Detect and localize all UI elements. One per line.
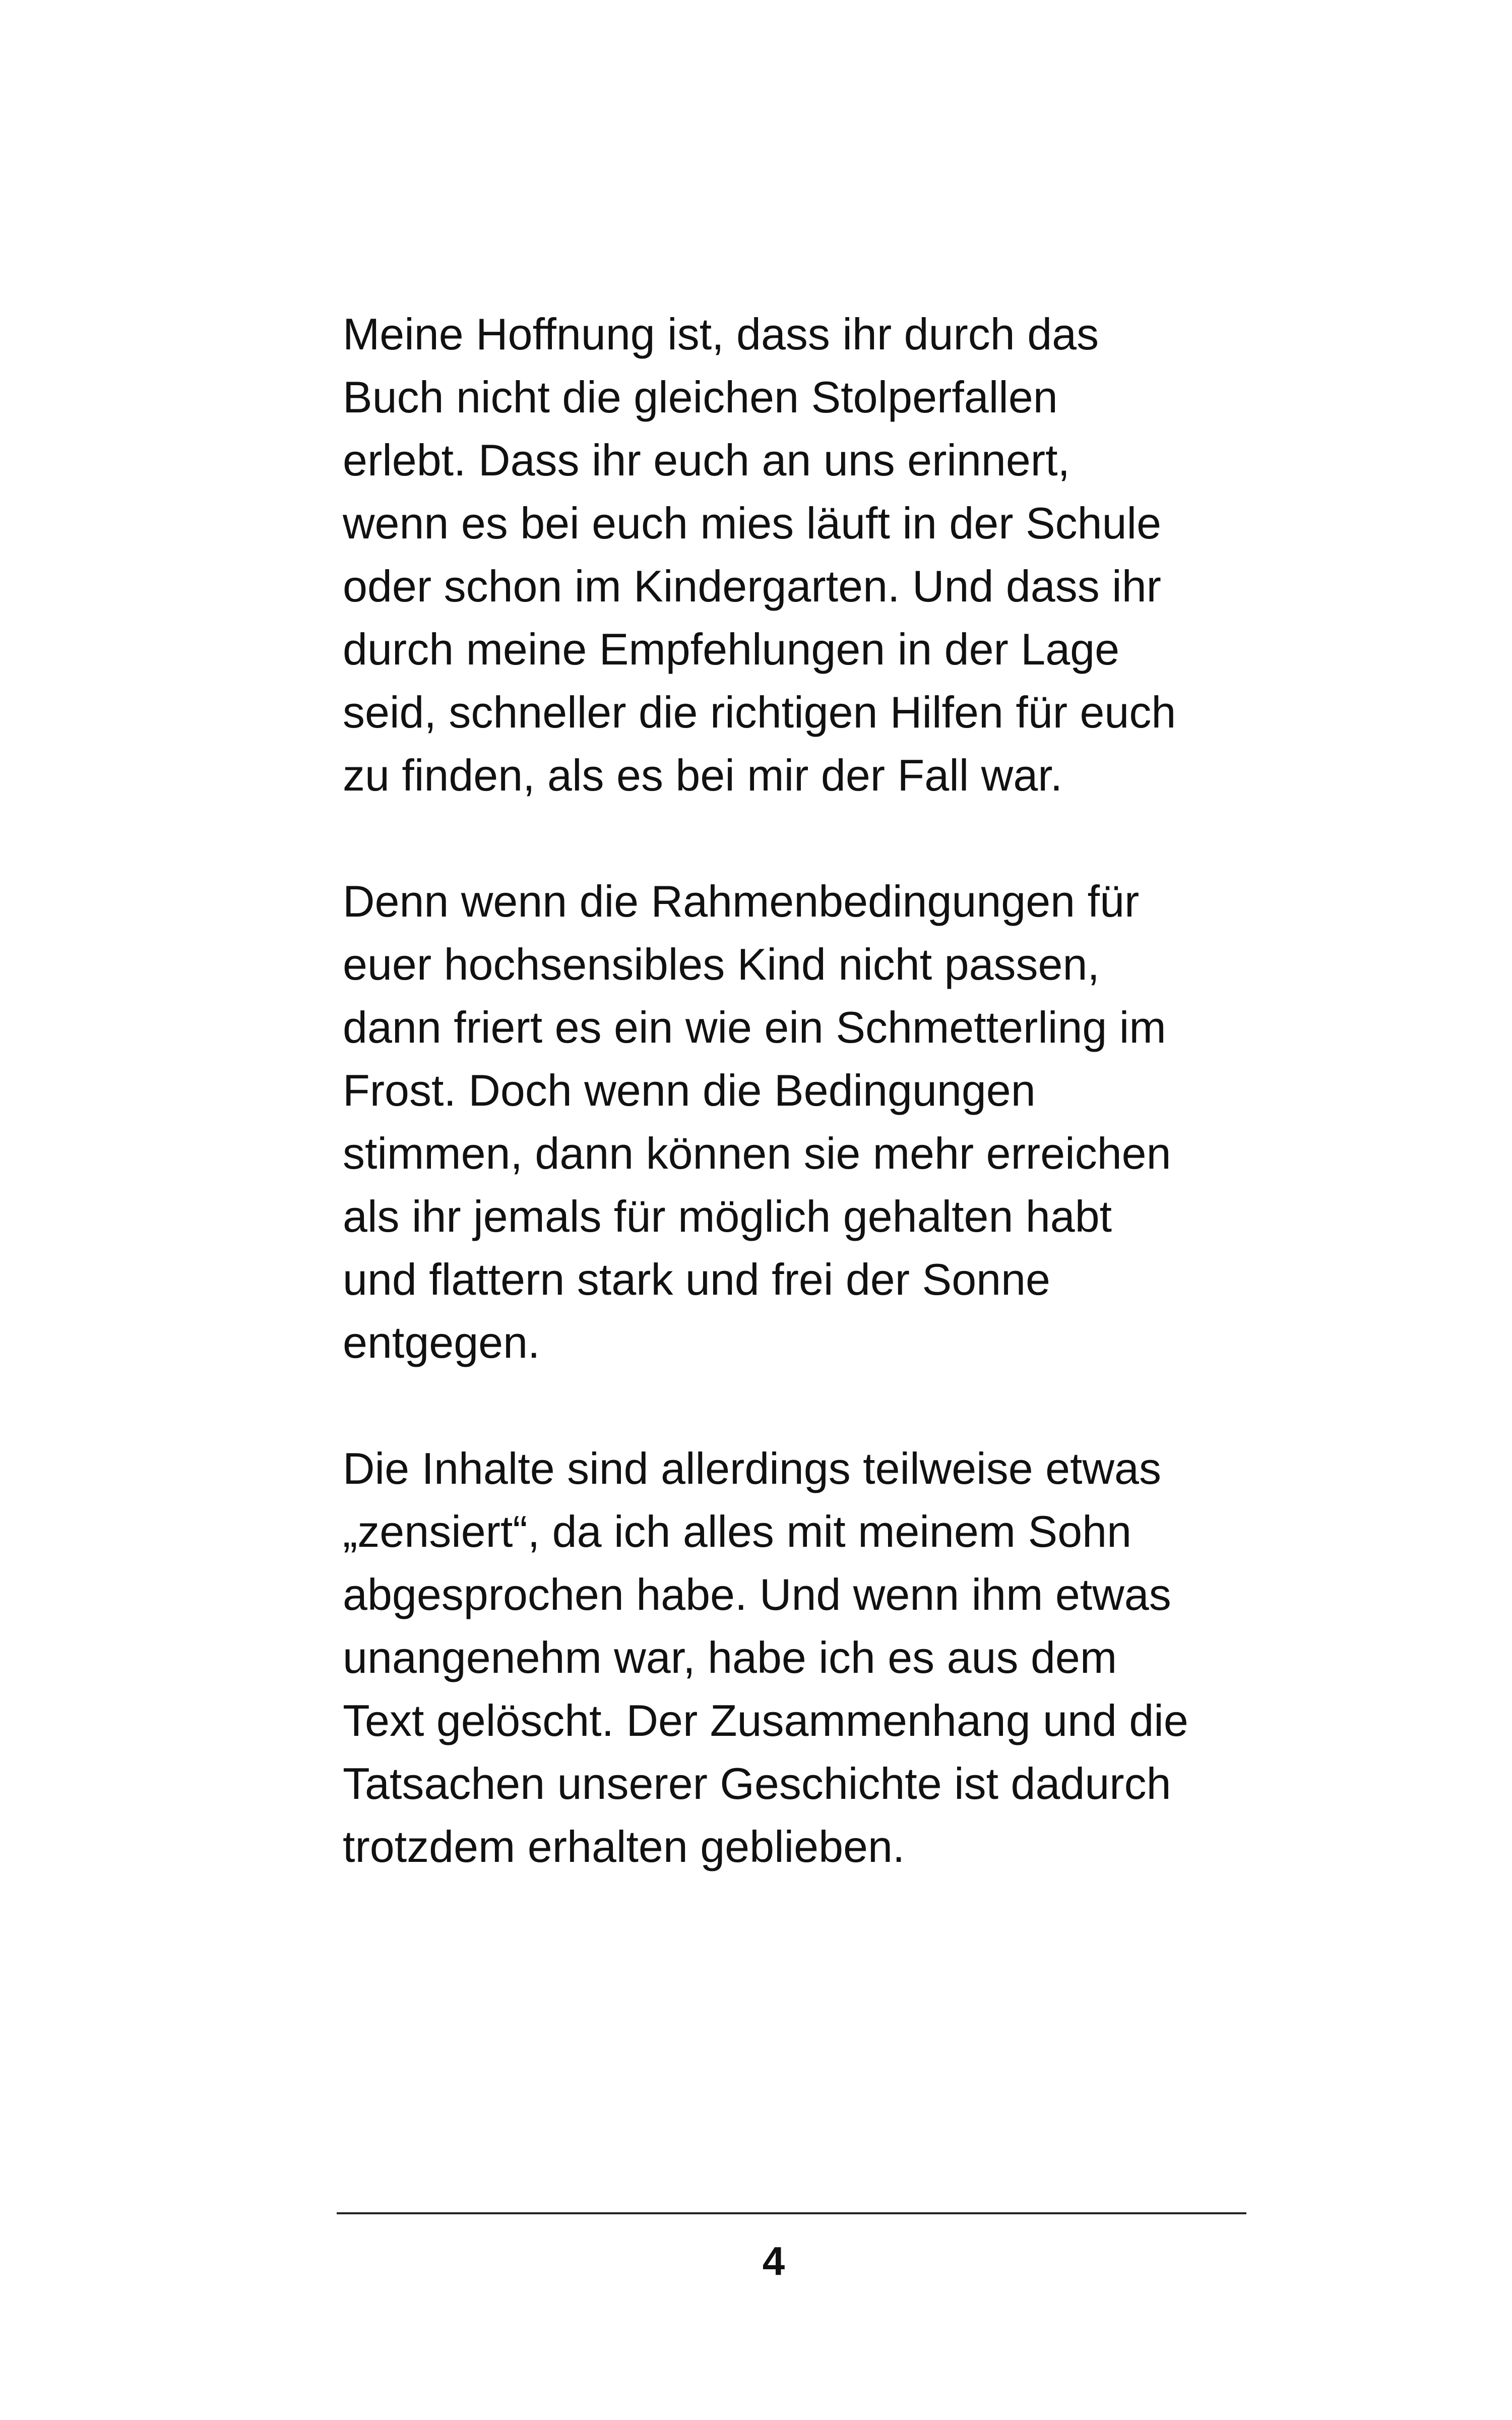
text-line: erlebt. Dass ihr euch an uns erinnert, [343,435,1070,485]
text-line: entgegen. [343,1317,540,1367]
text-line: oder schon im Kindergarten. Und dass ihr [343,561,1161,611]
text-line: dann friert es ein wie ein Schmetterling im [343,1002,1166,1052]
text-line: Denn wenn die Rahmenbedingungen für [343,876,1140,926]
paragraph-3 [343,1437,1260,1878]
text-line: „zensiert“, da ich alles mit meinem Sohn [343,1506,1132,1556]
text-line: abgesprochen habe. Und wenn ihm etwas [343,1569,1171,1619]
body-text [343,302,1260,1878]
paragraph-2 [343,870,1260,1374]
text-line: Text gelöscht. Der Zusammenhang und die [343,1696,1188,1745]
paragraph-1 [343,302,1260,807]
text-line: wenn es bei euch mies läuft in der Schule [343,498,1162,548]
text-line: Die Inhalte sind allerdings teilweise etwas [343,1443,1161,1493]
text-line: stimmen, dann können sie mehr erreichen [343,1128,1171,1178]
text-line: Frost. Doch wenn die Bedingungen [343,1065,1036,1115]
text-line: euer hochsensibles Kind nicht passen, [343,939,1100,989]
text-line: Tatsachen unserer Geschichte ist dadurch [343,1759,1171,1808]
text-line: Meine Hoffnung ist, dass ihr durch das [343,309,1099,359]
text-line: zu finden, als es bei mir der Fall war. [343,750,1063,800]
text-line: durch meine Empfehlungen in der Lage [343,624,1120,674]
text-line: seid, schneller die richtigen Hilfen für euch [343,687,1176,737]
text-line: Buch nicht die gleichen Stolperfallen [343,372,1058,422]
text-line: als ihr jemals für möglich gehalten habt [343,1191,1112,1241]
paragraph-spacer [343,807,1260,870]
paragraph-spacer [343,1374,1260,1437]
text-line: und flattern stark und frei der Sonne [343,1254,1050,1304]
page-number: 4 [762,2238,785,2283]
footer-divider [337,2212,1246,2214]
text-line: unangenehm war, habe ich es aus dem [343,1632,1117,1682]
text-line: trotzdem erhalten geblieben. [343,1822,905,1871]
